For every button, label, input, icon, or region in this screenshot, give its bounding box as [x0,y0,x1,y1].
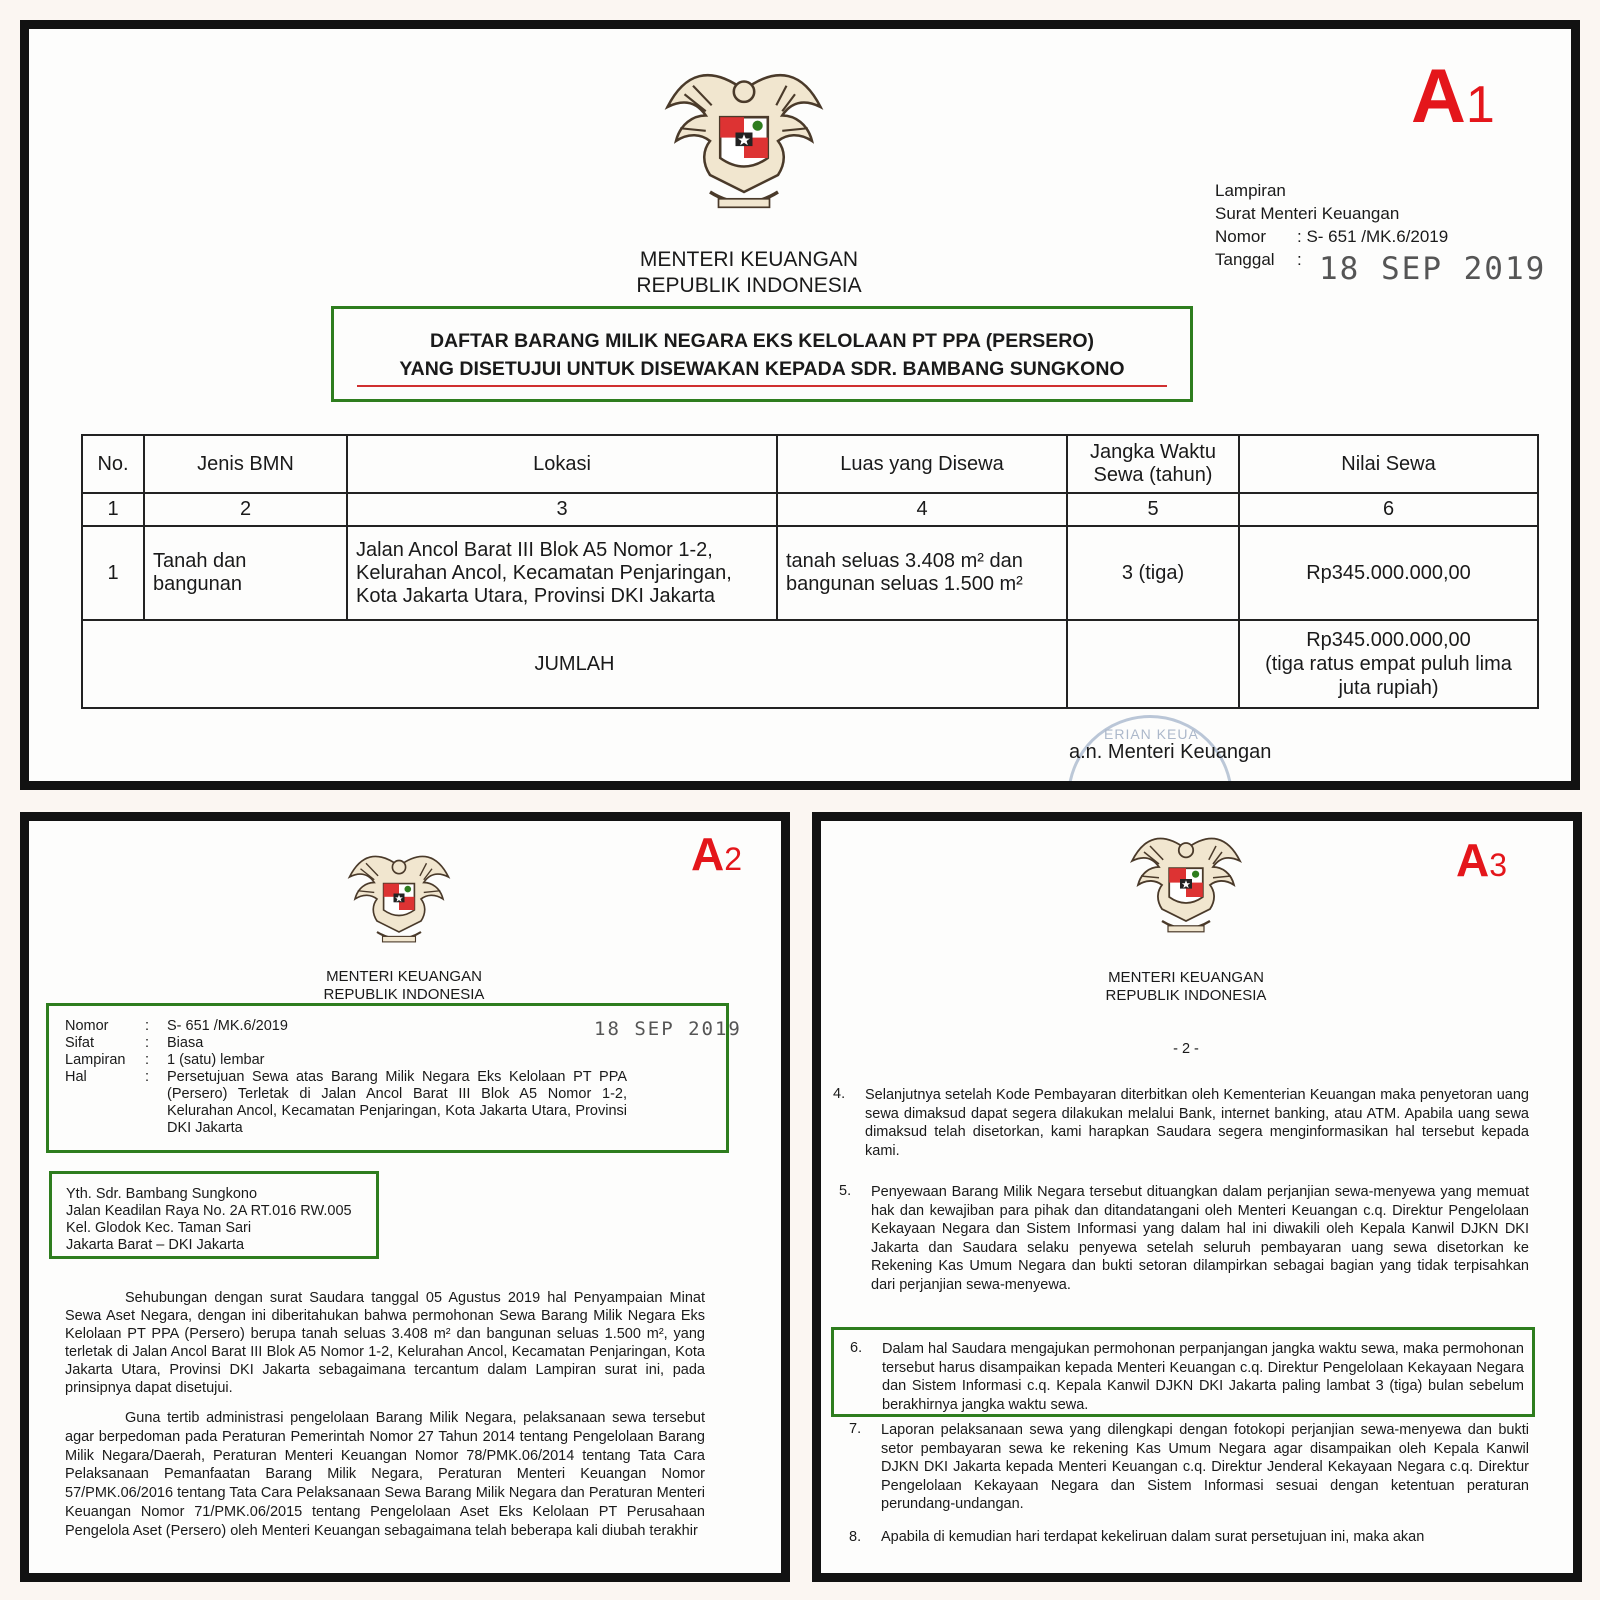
attachment-letter: Surat Menteri Keuangan [1215,204,1400,223]
total-cell [1239,620,1538,708]
letter-subject: Persetujuan Sewa atas Barang Milik Negara Eks Kelolaan PT PPA (Persero) Terletak di Jalan Ancol Barat III Blok A5 Nomor 1-2, Kelurahan Ancol, Kecamatan Penjaringan, Kota Jakarta Utara, Provinsi DKI Jakarta [167,1069,627,1136]
panel-label-a1 [1411,54,1495,143]
bmn-table [81,434,1539,709]
ministry-name: MENTERI KEUANGAN [1108,969,1264,986]
panel-label-letter: A [691,828,725,880]
address-line: Kel. Glodok Kec. Taman Sari [66,1220,252,1236]
meta-row-nomor: Nomor : S- 651 /MK.6/2019 [65,1018,288,1034]
garuda-crest-icon [659,51,829,231]
cell-jenis: Tanah dan bangunan [144,526,347,620]
address-line: Jalan Keadilan Raya No. 2A RT.016 RW.005 [66,1203,352,1219]
panel-label-number: 3 [1489,847,1508,883]
column-number-row [82,493,1538,526]
list-item-4: 4. Selanjutnya setelah Kode Pembayaran diterbitkan oleh Kementerian Keuangan maka penyetoran uang sewa dimaksud dapat segera dilakukan melalui Bank, internet banking, atau ATM. Apabila uang sewa dimaksud telah disetorkan, kami harapkan Saudara segera menginformasikan hal tersebut kepada kami. [833,1086,1529,1159]
ministry-heading [259,968,549,1004]
list-item-7: 7. Laporan pelaksanaan sewa yang dilengkapi dengan fotokopi perjanjian sewa-menyewa dan bukti setor pembayaran sewa ke rekening Kas Umum Negara agar disampaikan oleh Kepala Kanwil DJKN DKI Jakarta kepada Menteri Keuangan c.q. Direktur Jenderal Kekayaan Negara c.q. Direktur Pengelolaan Kekayaan Negara dan Sistem Informasi sesuai dengan ketentuan peraturan perundang-undangan. [849,1421,1529,1512]
date-stamp: 18 SEP 2019 [594,1018,742,1040]
country-name: REPUBLIK INDONESIA [323,986,485,1003]
title-line-1: DAFTAR BARANG MILIK NEGARA EKS KELOLAAN PT PPA (PERSERO) [429,330,1095,352]
page-number: - 2 - [1173,1041,1199,1057]
total-empty-cell [1067,620,1239,708]
letter-paragraph-1: Sehubungan dengan surat Saudara tanggal 05 Agustus 2019 hal Penyampaian Minat Sewa Aset Negara, dengan ini diberitahukan bahwa permohonan Sewa Barang Milik Negara Eks Kelolaan PT PPA (Persero) berupa tanah seluas 3.408 m² dan bangunan seluas 1.500 m², yang terletak di Jalan Ancol Barat III Blok A5 Nomor 1-2, Kelurahan Ancol, Kecamatan Penjaringan, Kota Jakarta Utara, Provinsi DKI Jakarta sebagaimana tercantum dalam Lampiran surat ini, pada prinsipnya dapat disetujui. [65,1290,705,1396]
col-number: 5 [1067,493,1239,526]
ministry-heading [1041,969,1331,1005]
cell-lokasi: Jalan Ancol Barat III Blok A5 Nomor 1-2, Kelurahan Ancol, Kecamatan Penjaringan, Kota Jakarta Utara, Provinsi DKI Jakarta [347,526,777,620]
country-name: REPUBLIK INDONESIA [1105,987,1267,1004]
recipient-address-box [49,1171,379,1259]
title-line-2: YANG DISETUJUI UNTUK DISEWAKAN KEPADA SDR. BAMBANG SUNGKONO [399,358,1125,380]
panel-label-letter: A [1456,834,1490,886]
date-stamp: 18 SEP 2019 [1319,251,1547,287]
ministry-heading [569,247,929,299]
panel-label-letter: A [1411,54,1466,139]
ministry-name: MENTERI KEUANGAN [639,248,859,271]
col-number: 3 [347,493,777,526]
signature-line: a.n. Menteri Keuangan [1069,741,1272,763]
header-jangka: Jangka Waktu Sewa (tahun) [1067,435,1239,493]
seal-text: ERIAN KEUA [1104,726,1199,742]
table-header-row [82,435,1538,493]
cell-jangka: 3 (tiga) [1067,526,1239,620]
document-title-box [331,306,1193,402]
address-line: Jakarta Barat – DKI Jakarta [66,1237,245,1253]
list-item-6-highlight: 6. Dalam hal Saudara mengajukan permohonan perpanjangan jangka waktu sewa, maka permohonan tersebut harus disampaikan kepada Menteri Keuangan c.q. Direktur Pengelolaan Kekayaan Negara dan Sistem Informasi c.q. Kepala Kanwil DJKN DKI Jakarta paling lambat 3 (tiga) bulan sebelum berakhirnya jangka waktu sewa. [831,1327,1535,1417]
letter-paragraph-2: Guna tertib administrasi pengelolaan Barang Milik Negara, pelaksanaan sewa tersebut agar berpedoman pada Peraturan Pemerintah Nomor 27 Tahun 2014 tentang Pengelolaan Barang Milik Negara/Daerah, Peraturan Menteri Keuangan Nomor 78/PMK.06/2014 tentang Tata Cara Pelaksanaan Pemanfaatan Barang Milik Negara, Peraturan Menteri Keuangan Nomor 57/PMK.06/2016 tentang Tata Cara Pelaksanaan Sewa Barang Milik Negara dan Peraturan Menteri Keuangan Nomor 71/PMK.06/2015 tentang Pengelolaan Aset Eks Kelolaan PT Perusahaan Pengelola Aset (Persero) oleh Menteri Keuangan sebagaimana telah beberapa kali diubah terakhir [65,1410,705,1539]
garuda-crest-icon [344,839,454,959]
panel-label-a2 [691,828,743,882]
panel-label-number: 2 [724,841,743,877]
title-underline [357,385,1167,387]
table-row [82,526,1538,620]
total-words: (tiga ratus empat puluh lima juta rupiah) [1265,653,1512,699]
meta-row-sifat: Sifat : Biasa [65,1035,204,1051]
header-nilai: Nilai Sewa [1239,435,1538,493]
attachment-panel-a1 [20,20,1580,790]
ministry-name: MENTERI KEUANGAN [326,968,482,985]
cell-luas: tanah seluas 3.408 m² dan bangunan seluas 1.500 m² [777,526,1067,620]
letter-panel-a2 [20,812,790,1582]
cell-nilai: Rp345.000.000,00 [1239,526,1538,620]
table-total-row [82,620,1538,708]
recipient-name: Yth. Sdr. Bambang Sungkono [66,1186,258,1202]
meta-row-hal: Hal : Persetujuan Sewa atas Barang Milik Negara Eks Kelolaan PT PPA (Persero) Terletak di Jalan Ancol Barat III Blok A5 Nomor 1-2, Kelurahan Ancol, Kecamatan Penjaringan, Kota Jakarta Utara, Provinsi DKI Jakarta [65,1069,627,1136]
letter-panel-a3 [812,812,1582,1582]
header-no: No. [82,435,144,493]
attachment-number: : S- 651 /MK.6/2019 [1297,227,1449,246]
garuda-crest-icon [1126,821,1246,949]
attachment-date-row: Tanggal : [1215,250,1302,269]
cell-no: 1 [82,526,144,620]
list-item-5: 5. Penyewaan Barang Milik Negara tersebut dituangkan dalam perjanjian sewa-menyewa yang memuat hak dan kewajiban para pihak dan ditandatangani oleh Menteri Keuangan c.q. Direktur Pengelolaan Kekayaan Negara dan Sistem Informasi yang dalam hal ini diwakili oleh Kepala Kanwil DJKN DKI Jakarta dan Saudara selaku penyewa setelah seluruh pembayaran uang sewa disetorkan ke Rekening Kas Umum Negara dan bukti setoran dilampirkan sebagai bagian yang tidak terpisahkan dari perjanjian sewa-menyewa. [839,1183,1529,1293]
total-label: JUMLAH [82,620,1067,708]
letter-number: S- 651 /MK.6/2019 [167,1018,288,1034]
col-number: 6 [1239,493,1538,526]
attachment-number-row: Nomor : S- 651 /MK.6/2019 [1215,227,1449,246]
list-item-8: 8. Apabila di kemudian hari terdapat kekeliruan dalam surat persetujuan ini, maka akan [849,1529,1425,1545]
col-number: 1 [82,493,144,526]
attachment-label: Lampiran [1215,181,1286,200]
col-number: 4 [777,493,1067,526]
meta-row-lampiran: Lampiran : 1 (satu) lembar [65,1052,265,1068]
header-luas: Luas yang Disewa [777,435,1067,493]
panel-label-a3 [1456,834,1508,888]
total-value: Rp345.000.000,00 [1306,629,1471,651]
panel-label-number: 1 [1465,76,1495,134]
header-jenis: Jenis BMN [144,435,347,493]
header-lokasi: Lokasi [347,435,777,493]
country-name: REPUBLIK INDONESIA [636,274,862,297]
col-number: 2 [144,493,347,526]
